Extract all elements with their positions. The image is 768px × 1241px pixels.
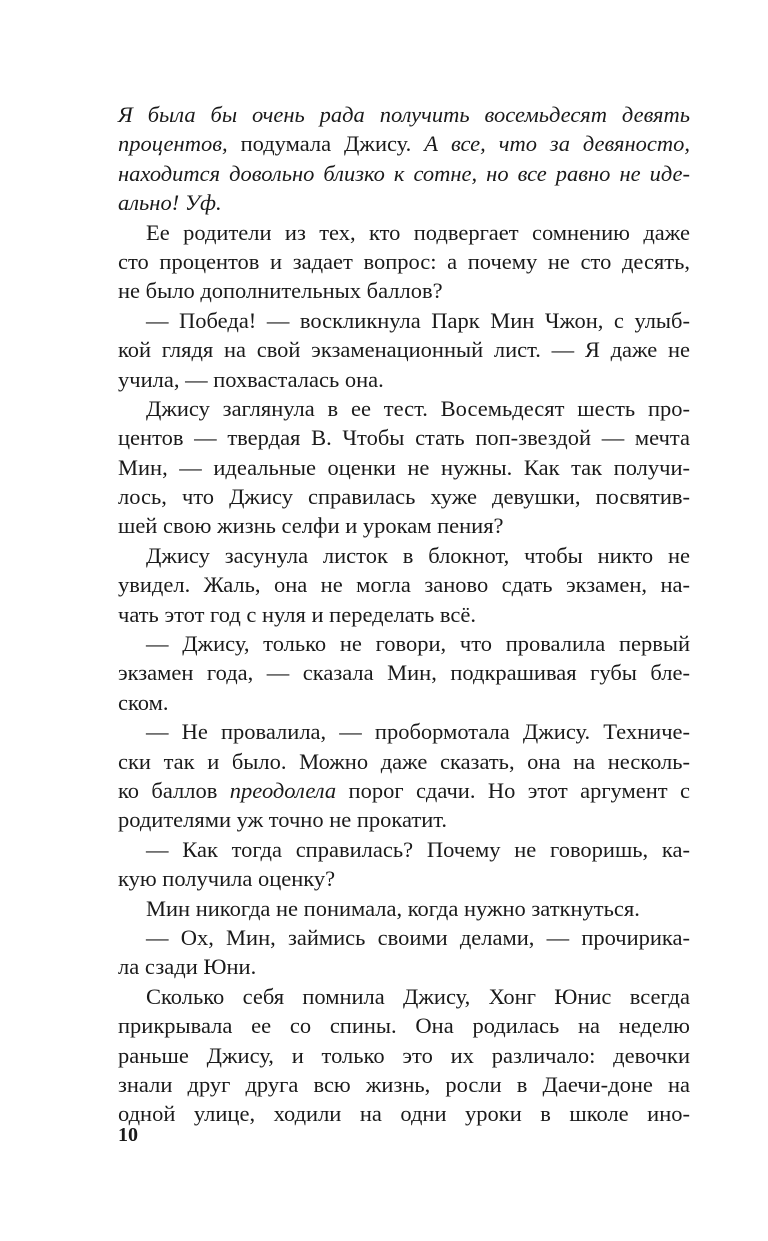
text-segment: шей свою жизнь селфи и урокам пения?: [118, 513, 504, 539]
text-line: [118, 541, 690, 570]
text-line: [118, 159, 690, 188]
text-line: [118, 776, 690, 805]
text-segment: родителями уж точно не прокатит.: [118, 807, 448, 833]
text-line: [118, 276, 690, 305]
text-line: [118, 247, 690, 276]
text-line: [118, 188, 690, 217]
text-segment: учила, — похвасталась она.: [118, 366, 384, 392]
text-line: [118, 717, 690, 746]
text-line: [118, 688, 690, 717]
text-segment: сто процентов и задает вопрос: а почему не сто десять,: [118, 248, 690, 274]
text-line: [118, 923, 690, 952]
text-line: [118, 394, 690, 423]
text-line: [118, 864, 690, 893]
text-line: [118, 335, 690, 364]
text-segment: подумала Джису.: [227, 131, 425, 157]
text-segment: ально! Уф.: [118, 190, 222, 216]
text-segment: Джису заглянула в ее тест. Восемьдесят шесть про-: [146, 395, 690, 421]
text-segment: — Не провалила, — пробормотала Джису. Техниче-: [146, 719, 690, 745]
text-segment: — Победа! — воскликнула Парк Мин Чжон, с улыб-: [146, 307, 690, 333]
text-segment: — Как тогда справилась? Почему не говоришь, ка-: [146, 836, 690, 862]
body-text: [118, 100, 690, 1129]
text-segment: Джису засунула листок в блокнот, чтобы никто не: [146, 542, 690, 568]
text-line: [118, 894, 690, 923]
text-line: [118, 1011, 690, 1040]
text-segment: раньше Джису, и только это их различало: девочки: [118, 1042, 690, 1068]
text-line: [118, 835, 690, 864]
text-segment: экзамен года, — сказала Мин, подкрашивая губы бле-: [118, 660, 690, 686]
text-segment: Сколько себя помнила Джису, Хонг Юнис всегда: [146, 983, 690, 1009]
text-segment: — Ох, Мин, займись своими делами, — прочирика-: [146, 924, 690, 950]
text-segment: Я была бы очень рада получить восемьдесят девять: [118, 102, 690, 127]
text-segment: процентов,: [118, 131, 228, 157]
text-line: [118, 982, 690, 1011]
text-line: [118, 629, 690, 658]
text-segment: А все, что за девяносто,: [424, 131, 691, 157]
text-segment: прикрывала ее со спины. Она родилась на неделю: [118, 1013, 690, 1039]
text-segment: знали друг друга всю жизнь, росли в Даечи-доне на: [118, 1071, 690, 1097]
text-segment: центов — твердая B. Чтобы стать поп-звездой — мечта: [118, 425, 690, 451]
text-line: [118, 658, 690, 687]
text-line: [118, 570, 690, 599]
text-segment: одной улице, ходили на одни уроки в школе ино-: [118, 1101, 690, 1127]
text-segment: порог сдачи. Но этот аргумент с: [336, 777, 690, 803]
text-segment: ски так и было. Можно даже сказать, она на несколь-: [118, 748, 690, 774]
text-segment: чать этот год с нуля и переделать всё.: [118, 601, 477, 627]
text-segment: ко баллов: [118, 777, 230, 803]
text-line: [118, 511, 690, 540]
text-line: [118, 1070, 690, 1099]
text-segment: находится довольно близко к сотне, но все равно не иде-: [118, 160, 690, 186]
text-segment: — Джису, только не говори, что провалила первый: [146, 631, 690, 657]
text-segment: Ее родители из тех, кто подвергает сомнению даже: [146, 219, 690, 245]
page-number: 10: [118, 1124, 138, 1146]
text-line: [118, 600, 690, 629]
text-segment: не было дополнительных баллов?: [118, 278, 443, 304]
text-segment: ском.: [118, 689, 169, 715]
text-segment: увидел. Жаль, она не могла заново сдать экзамен, на-: [118, 572, 690, 598]
text-segment: Мин, — идеальные оценки не нужны. Как так получи-: [118, 454, 690, 480]
text-line: [118, 365, 690, 394]
text-line: [118, 306, 690, 335]
text-segment: лось, что Джису справилась хуже девушки, посвятив-: [118, 484, 690, 510]
text-segment: кой глядя на свой экзаменационный лист. — Я даже не: [118, 337, 690, 363]
text-line: [118, 453, 690, 482]
text-line: [118, 100, 690, 129]
text-segment: ла сзади Юни.: [118, 954, 257, 980]
text-line: [118, 1099, 690, 1128]
text-line: [118, 1041, 690, 1070]
text-line: [118, 952, 690, 981]
text-line: [118, 423, 690, 452]
text-segment: Мин никогда не понимала, когда нужно заткнуться.: [146, 895, 640, 921]
text-line: [118, 482, 690, 511]
text-line: [118, 805, 690, 834]
text-segment: кую получила оценку?: [118, 866, 336, 892]
text-line: [118, 218, 690, 247]
text-line: [118, 129, 690, 158]
text-line: [118, 747, 690, 776]
text-segment: преодолела: [229, 777, 337, 803]
